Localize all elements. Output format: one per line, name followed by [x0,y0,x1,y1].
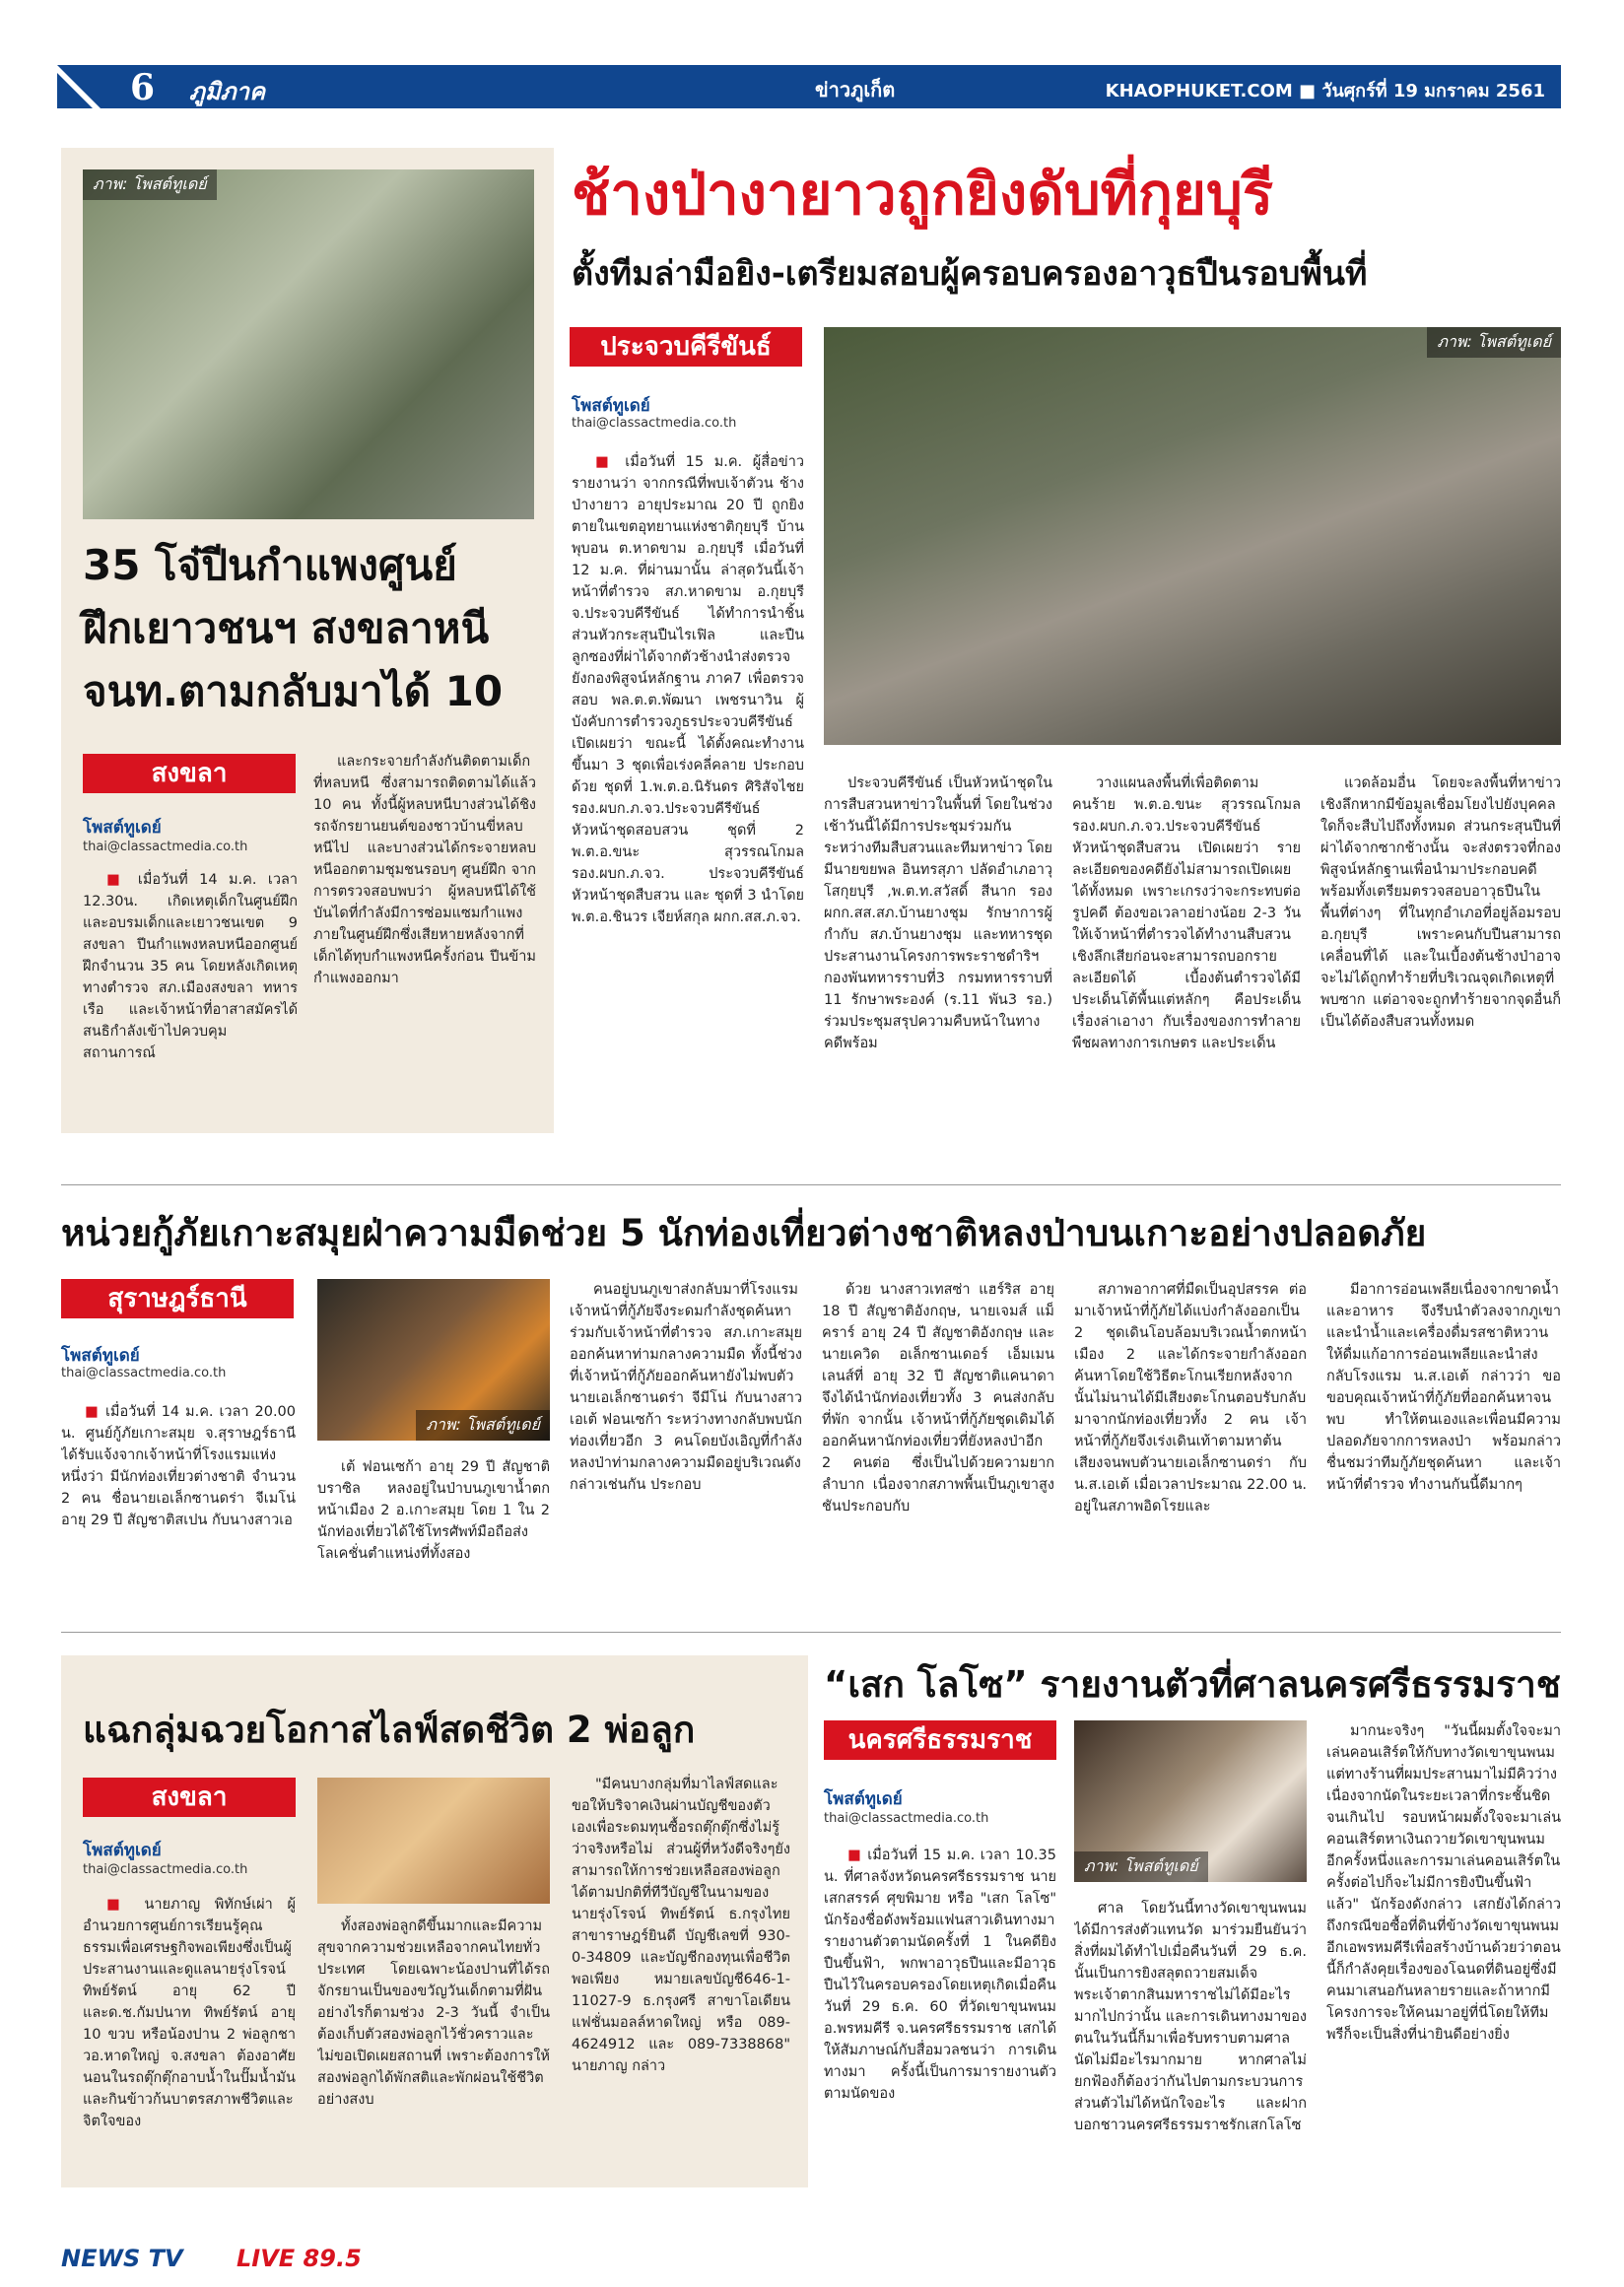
paragraph: สภาพอากาศที่มืดเป็นอุปสรรค ต่อมาเจ้าหน้าที่กู้ภัยได้แบ่งกำลังออกเป็น 2 ชุดเดินโอบล้อมบริเวณน้ำตกหน้าเมือง 2 และได้กระจายกำลังออกค้นหาโดยใช้วิธีตะโกนเรียกหลังจากนั้นไม่นานได้มีเสียงตะโกนตอบรับกลับมาจากนักท่องเที่ยวทั้ง 2 คน เจ้าหน้าที่กู้ภัยจึงเร่งเดินเท้าตามหาต้นเสียงจนพบตัวนายเอเล็กซานดร่า กับ น.ส.เอเต้ เมื่อเวลาประมาณ 22.00 น. อยู่ในสภาพอิดโรยและ [1074,1282,1307,1514]
article-column [572,1774,790,2180]
photo-credit: ภาพ: โพสต์ทูเดย์ [416,1410,550,1441]
article-column [317,1456,550,1598]
paragraph: ■ เมื่อวันที่ 14 ม.ค. เวลา 12.30น. เกิดเหตุเด็กในศูนย์ฝึกและอบรมเด็กและเยาวชนเขต 9 สงขลา ปีนกำแพงหลบหนีออกศูนย์ฝึกจำนวน 35 คน โดยหลังเกิดเหตุทางตำรวจ สภ.เมืองสงขลา ทหารเรือ และเจ้าหน้าที่อาสาสมัครได้สนธิกำลังเข้าไปควบคุมสถานการณ์ [83,869,298,1064]
photo-credit: ภาพ: โพสต์ทูเดย์ [83,169,217,200]
article-column [1326,1279,1561,1598]
photo-truck [83,169,534,519]
byline: โพสต์ทูเดย์ [83,818,162,838]
email: thai@classactmedia.co.th [824,1811,989,1826]
paragraph: แวดล้อมอื่น โดยจะลงพื้นที่หาข่าวเชิงลึกหากมีข้อมูลเชื่อมโยงไปยังบุคคลใดก็จะสืบไปถึงทั้งหมด ส่วนกระสุนปืนที่ผ่าได้จากซากช้างนั้น จะส่งตรวจที่กองพิสูจน์หลักฐานเพื่อนำมาประกอบคดี พร้อมทั้งเตรียมตรวจสอบอาวุธปืนในพื้นที่ต่างๆ ที่ในทุกอำเภอที่อยู่ล้อมรอบ อ.กุยบุรี เพราะคนกับปืนสามารถเคลื่อนที่ได้ และในเบื้องต้นช้างป่าอาจจะไม่ได้ถูกทำร้ายที่บริเวณจุดเกิดเหตุที่พบซาก แต่อาจจะถูกทำร้ายจากจุดอื่นก็เป็นได้ต้องสืบสวนทั้งหมด [1320,775,1561,1030]
article-column [313,751,536,1115]
photo-credit: ภาพ: โพสต์ทูเดย์ [1427,327,1561,358]
paragraph: "มีคนบางกลุ่มที่มาไลฟ์สดและขอให้บริจาคเงินผ่านบัญชีของตัวเองเพื่อระดมทุนซื้อรถตุ๊กตุ๊กซึ่งไม่รู้ว่าจริงหรือไม่ ส่วนผู้ที่หวังดีจริงๆยังสามารถให้การช่วยเหลือสองพ่อลูกได้ตามปกติที่ทีวีบัญชีในนามของนายรุ่งโรจน์ ทิพย์รัตน์ ธ.กรุงไทย สาขาราษฎร์ยินดี บัญชีเลขที่ 930-0-34809 และบัญชีกองทุนเพื่อชีวิตพอเพียง หมายเลขบัญชี646-1-11027-9 ธ.กรุงศรี สาขาโอเดียนแฟชั่นมอลล์หาดใหญ่ หรือ 089-4624912 และ 089-7338868" นายภาญ กล่าว [572,1777,790,2074]
photo-credit: ภาพ: โพสต์ทูเดย์ [1074,1851,1208,1882]
headline-sek-loso: “เสก โลโซ” รายงานตัวที่ศาลนครศรีธรรมราช [824,1663,1561,1706]
photo-father-son [317,1778,550,1904]
headline-line: 35 โจ๋ปีนกำแพงศูนย์ [83,541,457,589]
paragraph: ■ เมื่อวันที่ 14 ม.ค. เวลา 20.00 น. ศูนย์กู้ภัยเกาะสมุย จ.สุราษฎร์ธานี ได้รับแจ้งจากเจ้าหน้าที่โรงแรมแห่งหนึ่งว่า มีนักท่องเที่ยวต่างชาติ จำนวน 2 คน ชื่อนายเอเล็กซานดร่า จีเมโน่ อายุ 29 ปี สัญชาติสเปน กับนางสาวเอ [61,1401,296,1531]
article-column [83,869,298,1115]
paragraph: คนอยู่บนภูเขาส่งกลับมาที่โรงแรม เจ้าหน้าที่กู้ภัยจึงระดมกำลังชุดค้นหาร่วมกับเจ้าหน้าที่ตำรวจ สภ.เกาะสมุย ออกค้นหาท่ามกลางความมืด ทั้งนี้ช่วงที่เจ้าหน้าที่กู้ภัยออกค้นหายังไม่พบตัวนายเอเล็กซานดร่า จีมีโน่ กับนางสาวเอเต้ ฟอนเซก้า ระหว่างทางกลับพบนักท่องเที่ยวอีก 3 คนโดยบังเอิญที่กำลังหลงป่าท่ามกลางความมืดอยู่บริเวณดังกล่าวเช่นกัน ประกอบ [570,1282,802,1493]
region-tag: ประจวบคีรีขันธ์ [570,327,802,367]
byline: โพสต์ทูเดย์ [61,1346,140,1366]
article-column [83,1894,296,2180]
article-column [1320,773,1561,1117]
email: thai@classactmedia.co.th [61,1366,227,1380]
article-column [1326,1720,1561,2180]
paragraph: เต้ ฟอนเซก้า อายุ 29 ปี สัญชาติบราซิล หลงอยู่ในป่าบนภูเขาน้ำตกหน้าเมือง 2 อ.เกาะสมุย โดย 1 ใน 2 นักท่องเที่ยวได้ใช้โทรศัพท์มือถือส่งโลเคชั่นตำแหน่งที่ทั้งสอง [317,1459,550,1562]
email: thai@classactmedia.co.th [572,416,737,431]
article-column [570,1279,802,1598]
subhead-elephant: ตั้งทีมล่ามือยิง-เตรียมสอบผู้ครอบครองอาวุธปืนรอบพื้นที่ [572,254,1368,294]
region-tag: สงขลา [83,754,296,793]
headline-elephant: ช้างป่างายาวถูกยิงดับที่กุยบุรี [572,161,1273,228]
article-column [1074,1898,1307,2180]
article-column [317,1916,550,2180]
headline-father-son: แฉกลุ่มฉวยโอกาสไลฟ์สดชีวิต 2 พ่อลูก [83,1709,696,1751]
divider [61,1184,1561,1185]
paragraph: ■ เมื่อวันที่ 15 ม.ค. ผู้สื่อข่าวรายงานว่า จากกรณีที่พบเจ้าตัวน ช้างป่างายาว อายุประมาณ 20 ปี ถูกยิงตายในเขตอุทยานแห่งชาติกุยบุรี บ้านพุบอน ต.หาดขาม อ.กุยบุรี เมื่อวันที่ 12 ม.ค. ที่ผ่านมานั้น ล่าสุดวันนี้เจ้าหน้าที่ตำรวจ สภ.หาดขาม อ.กุยบุรี จ.ประจวบคีรีขันธ์ ได้ทำการนำชิ้นส่วนหัวกระสุนปืนไรเฟิล และปืนลูกซองที่ผ่าได้จากตัวช้างนำส่งตรวจยังกองพิสูจน์หลักฐาน ภาค7 เพื่อตรวจสอบ พล.ต.ต.พัฒนา เพชรนาวิน ผู้บังคับการตำรวจภูธรประจวบคีรีขันธ์ เปิดเผยว่า ขณะนี้ ได้ตั้งคณะทำงานขึ้นมา 3 ชุดเพื่อเร่งคลี่คลาย ประกอบด้วย ชุดที่ 1.พ.ต.อ.นิรันดร ศิริสัจไชย รอง.ผบก.ภ.จว.ประจวบคีรีขันธ์ หัวหน้าชุดสอบสวน ชุดที่ 2 พ.ต.อ.ขนะ สุวรรณโกมล รอง.ผบก.ภ.จว. ประจวบคีรีขันธ์ หัวหน้าชุดสืบสวน และ ชุดที่ 3 นำโดย พ.ต.อ.ชินวร เจียห์สกุล ผกก.สส.ภ.จว. [572,451,804,928]
byline: โพสต์ทูเดย์ [824,1789,903,1809]
paragraph: ศาล โดยวันนี้ทางวัดเขาขุนพนมได้มีการส่งตัวแทนวัด มาร่วมยืนยันว่าสิ่งที่ผมได้ทำไปเมื่อคืนวันที่ 29 ธ.ค. นั้นเป็นการยิงสลุตถวายสมเด็จพระเจ้าตากสินมหาราชไม่ได้มีอะไรมากไปกว่านั้น และการเดินทางมาของตนในวันนี้ก็มาเพื่อรับทราบตามศาลนัดไม่มีอะไรมากมาย หากศาลไม่ยกฟ้องก็ต้องว่ากันไปตามกระบวนการ ส่วนตัวไม่ได้หนักใจอะไร และฝากบอกชาวนครศรีธรรมราชรักเสกโลโซ [1074,1901,1307,2133]
photo-sek-loso [1074,1720,1307,1882]
byline: โพสต์ทูเดย์ [572,396,650,416]
byline: โพสต์ทูเดย์ [83,1841,162,1860]
footer-logo-newstv: NEWS TV [61,2245,183,2272]
page-number: 6 [130,67,156,108]
paragraph: ■ เมื่อวันที่ 15 ม.ค. เวลา 10.35 น. ที่ศาลจังหวัดนครศรีธรรมราช นายเสกสรรค์ ศุขพิมาย หรือ "เสก โลโซ" นักร้องชื่อดังพร้อมแฟนสาวเดินทางมารายงานตัวตามนัดครั้งที่ 1 ในคดียิงปืนขึ้นฟ้า, พกพาอาวุธปืนและมีอาวุธปืนไว้ในครอบครองโดยเหตุเกิดเมื่อคืนวันที่ 29 ธ.ค. 60 ที่วัดเขาขุนพนม อ.พรหมคีรี จ.นครศรีธรรมราช เสกได้ให้สัมภาษณ์กับสื่อมวลชนว่า การเดินทางมา ครั้งนี้เป็นการมารายงานตัวตามนัดของ [824,1845,1056,2105]
email: thai@classactmedia.co.th [83,1862,248,1877]
paragraph: และกระจายกำลังกันติดตามเด็กที่หลบหนี ซึ่งสามารถติดตามได้แล้ว 10 คน ทั้งนี้ผู้หลบหนีบางส่วนได้ชิงรถจักรยานยนต์ของชาวบ้านขี่หลบหนีไป และบางส่วนได้กระจายหลบหนีออกตามชุมชนรอบๆ ศูนย์ฝึก จากการตรวจสอบพบว่า ผู้หลบหนีได้ใช้บันไดที่กำลังมีการซ่อมแซมกำแพงภายในศูนย์ฝึกซึ่งเสียหายหลังจากที่เด็กได้ทุบกำแพงหนีครั้งก่อน ปีนข้ามกำแพงออกมา [313,754,536,986]
paragraph: วางแผนลงพื้นที่เพื่อติดตามคนร้าย พ.ต.อ.ขนะ สุวรรณโกมล รอง.ผบก.ภ.จว.ประจวบคีรีขันธ์ หัวหน้าชุดสืบสวน เปิดเผยว่า รายละเอียดของคดียังไม่สามารถเปิดเผยได้ทั้งหมด เพราะเกรงว่าจะกระทบต่อรูปคดี ต้องขอเวลาอย่างน้อย 2-3 วันให้เจ้าหน้าที่ตำรวจได้ทำงานสืบสวนเชิงลึกเสียก่อนจะสามารถบอกรายละเอียดได้ เบื้องต้นตำรวจได้มีประเด็นโต้พื้นแต่หลักๆ คือประเด็นเรื่องล่าเอางา กับเรื่องของการทำลายพืชผลทางการเกษตร และประเด็น [1072,775,1301,1051]
photo-rescue [317,1279,550,1441]
section-logo-icon [57,65,101,108]
paragraph: ประจวบคีรีขันธ์ เป็นหัวหน้าชุดในการสืบสวนหาข่าวในพื้นที่ โดยในช่วงเช้าวันนี้ได้มีการประชุมร่วมกันระหว่างทีมสืบสวนและทีมหาข่าว โดยมีนายขยพล อินทรสุภา ปลัดอำเภอาวุโสกุยบุรี ,พ.ต.ท.สวัสดิ์ สีนาก รอง ผกก.สส.สภ.บ้านยางชุม รักษาการผู้กำกับ สภ.บ้านยางชุม และทหารชุดประสานงานโครงการพระราชดำริฯ กองพันทหารราบที่3 กรมทหารราบที่ 11 รักษาพระองค์ (ร.11 พัน3 รอ.) ร่วมประชุมสรุปความคืบหน้าในทางคดีพร้อม [824,775,1052,1051]
article-column [1074,1279,1307,1598]
paragraph: มากนะจริงๆ "วันนี้ผมตั้งใจจะมาเล่นคอนเสิร์ตให้กับทางวัดเขาขุนพนมแต่ทางร้านที่ผมประสานมาไม่มีคิวว่างเนื่องจากนัดในระยะเวลาที่กระชั้นชิดจนเกินไป รอบหน้าผมตั้งใจจะมาเล่นคอนเสิร์ตหาเงินถวายวัดเขาขุนพนมอีกครั้งหนึ่งและการมาเล่นคอนเสิร์ตในครั้งต่อไปก็จะไม่มีการยิงปืนขึ้นฟ้าแล้ว" นักร้องดังกล่าว เสกยังได้กล่าวถึงกรณีขอซื้อที่ดินที่ข้างวัดเขาขุนพนมอีกเอพรหมคีรีเพื่อสร้างบ้านด้วยว่าตอนนี้ก็กำลังคุยเรื่องของโฉนดที่ดินอยู่ซึ่งมีคนมาเสนอกันหลายรายและถ้าหากมีโครงการจะให้คนมาอยู่ที่นี่โดยให้ทีมพรีก็จะเป็นสิ่งที่น่ายินดีอย่างยิ่ง [1326,1723,1561,2043]
paragraph: ■ นายภาญ พิทักษ์เผ่า ผู้อำนวยการศูนย์การเรียนรู้คุณธรรมเพื่อเศรษฐกิจพอเพียงซึ่งเป็นผู้ประสานงานและดูแลนายรุ่งโรจน์ ทิพย์รัตน์ อายุ 62 ปี และด.ช.กัมปนาท ทิพย์รัตน์ อายุ 10 ขวบ หรือน้องปาน 2 พ่อลูกชาวอ.หาดใหญ่ จ.สงขลา ต้องอาศัยนอนในรถตุ๊กตุ๊กอาบน้ำในปั๊มน้ำมันและกินข้าวก้นบาตรสภาพชีวิตและจิตใจของ [83,1894,296,2132]
photo-elephant [824,327,1561,745]
site-date: KHAOPHUKET.COM ■ วันศุกร์ที่ 19 มกราคม 2561 [1105,81,1545,101]
footer-logo-live: LIVE 89.5 [237,2245,362,2272]
article-column [572,451,804,1117]
headline-escape [83,534,546,723]
headline-line: ฝึกเยาวชนฯ สงขลาหนี [83,604,490,652]
article-column [1072,773,1301,1117]
region-tag: นครศรีธรรมราช [824,1720,1056,1760]
masthead: ข่าวภูเก็ต [815,78,896,101]
email: thai@classactmedia.co.th [83,840,248,854]
region-tag: สุราษฎร์ธานี [61,1279,294,1318]
page-header [61,65,1561,108]
region-tag: สงขลา [83,1778,296,1817]
paragraph: ด้วย นางสาวเทสซ่า แฮร์ริส อายุ 18 ปี สัญชาติอังกฤษ, นายเจมส์ แม็คราร์ อายุ 24 ปี สัญชาติอังกฤษ และนายเควิด อเล็กซานเดอร์ เอ็มเมนเลนส์ที่ อายุ 32 ปี สัญชาติแคนาดา จึงได้นำนักท่องเที่ยวทั้ง 3 คนส่งกลับที่พัก จากนั้น เจ้าหน้าที่กู้ภัยชุดเดิมได้ออกค้นหานักท่องเที่ยวที่ยังหลงป่าอีก 2 คนต่อ ซึ่งเป็นไปด้วยความยากลำบาก เนื่องจากสภาพพื้นเป็นภูเขาสูงชันประกอบกับ [822,1282,1054,1514]
article-column [822,1279,1054,1598]
article-column [824,1845,1056,2180]
paragraph: ทั้งสองพ่อลูกดีขึ้นมากและมีความสุขจากความช่วยเหลือจากคนไทยทั่วประเทศ โดยเฉพาะน้องปานที่ได้รถจักรยานเป็นของขวัญวันเด็กตามที่ฝัน อย่างไรก็ตามช่วง 2-3 วันนี้ จำเป็นต้องเก็บตัวสองพ่อลูกไว้ชั่วคราวและไม่ขอเปิดเผยสถานที่ เพราะต้องการให้สองพ่อลูกได้พักสติและพักผ่อนใช้ชีวิตอย่างสงบ [317,1918,550,2108]
article-column [61,1401,296,1598]
paragraph: มีอาการอ่อนเพลียเนื่องจากขาดน้ำและอาหาร จึงรีบนำตัวลงจากภูเขาและนำน้ำและเครื่องดื่มรสชาติหวานให้ดื่มแก้อาการอ่อนเพลียและนำส่งกลับโรงแรม น.ส.เอเต้ กล่าวว่า ขอขอบคุณเจ้าหน้าที่กู้ภัยที่ออกค้นหาจนพบ ทำให้ตนเองและเพื่อนมีความปลอดภัยจากการหลงป่า พร้อมกล่าวชื่นชมว่าทีมกู้ภัยชุดค้นหา และเจ้าหน้าที่ตำรวจ ทำงานกันนี้ดีมากๆ [1326,1282,1561,1493]
divider [61,1632,1561,1633]
article-column [824,773,1052,1117]
headline-line: จนท.ตามกลับมาได้ 10 [83,667,504,715]
headline-rescue: หน่วยกู้ภัยเกาะสมุยฝ่าความมืดช่วย 5 นักท่องเที่ยวต่างชาติหลงป่าบนเกาะอย่างปลอดภัย [61,1212,1427,1254]
section-title: ภูมิภาค [189,78,265,105]
